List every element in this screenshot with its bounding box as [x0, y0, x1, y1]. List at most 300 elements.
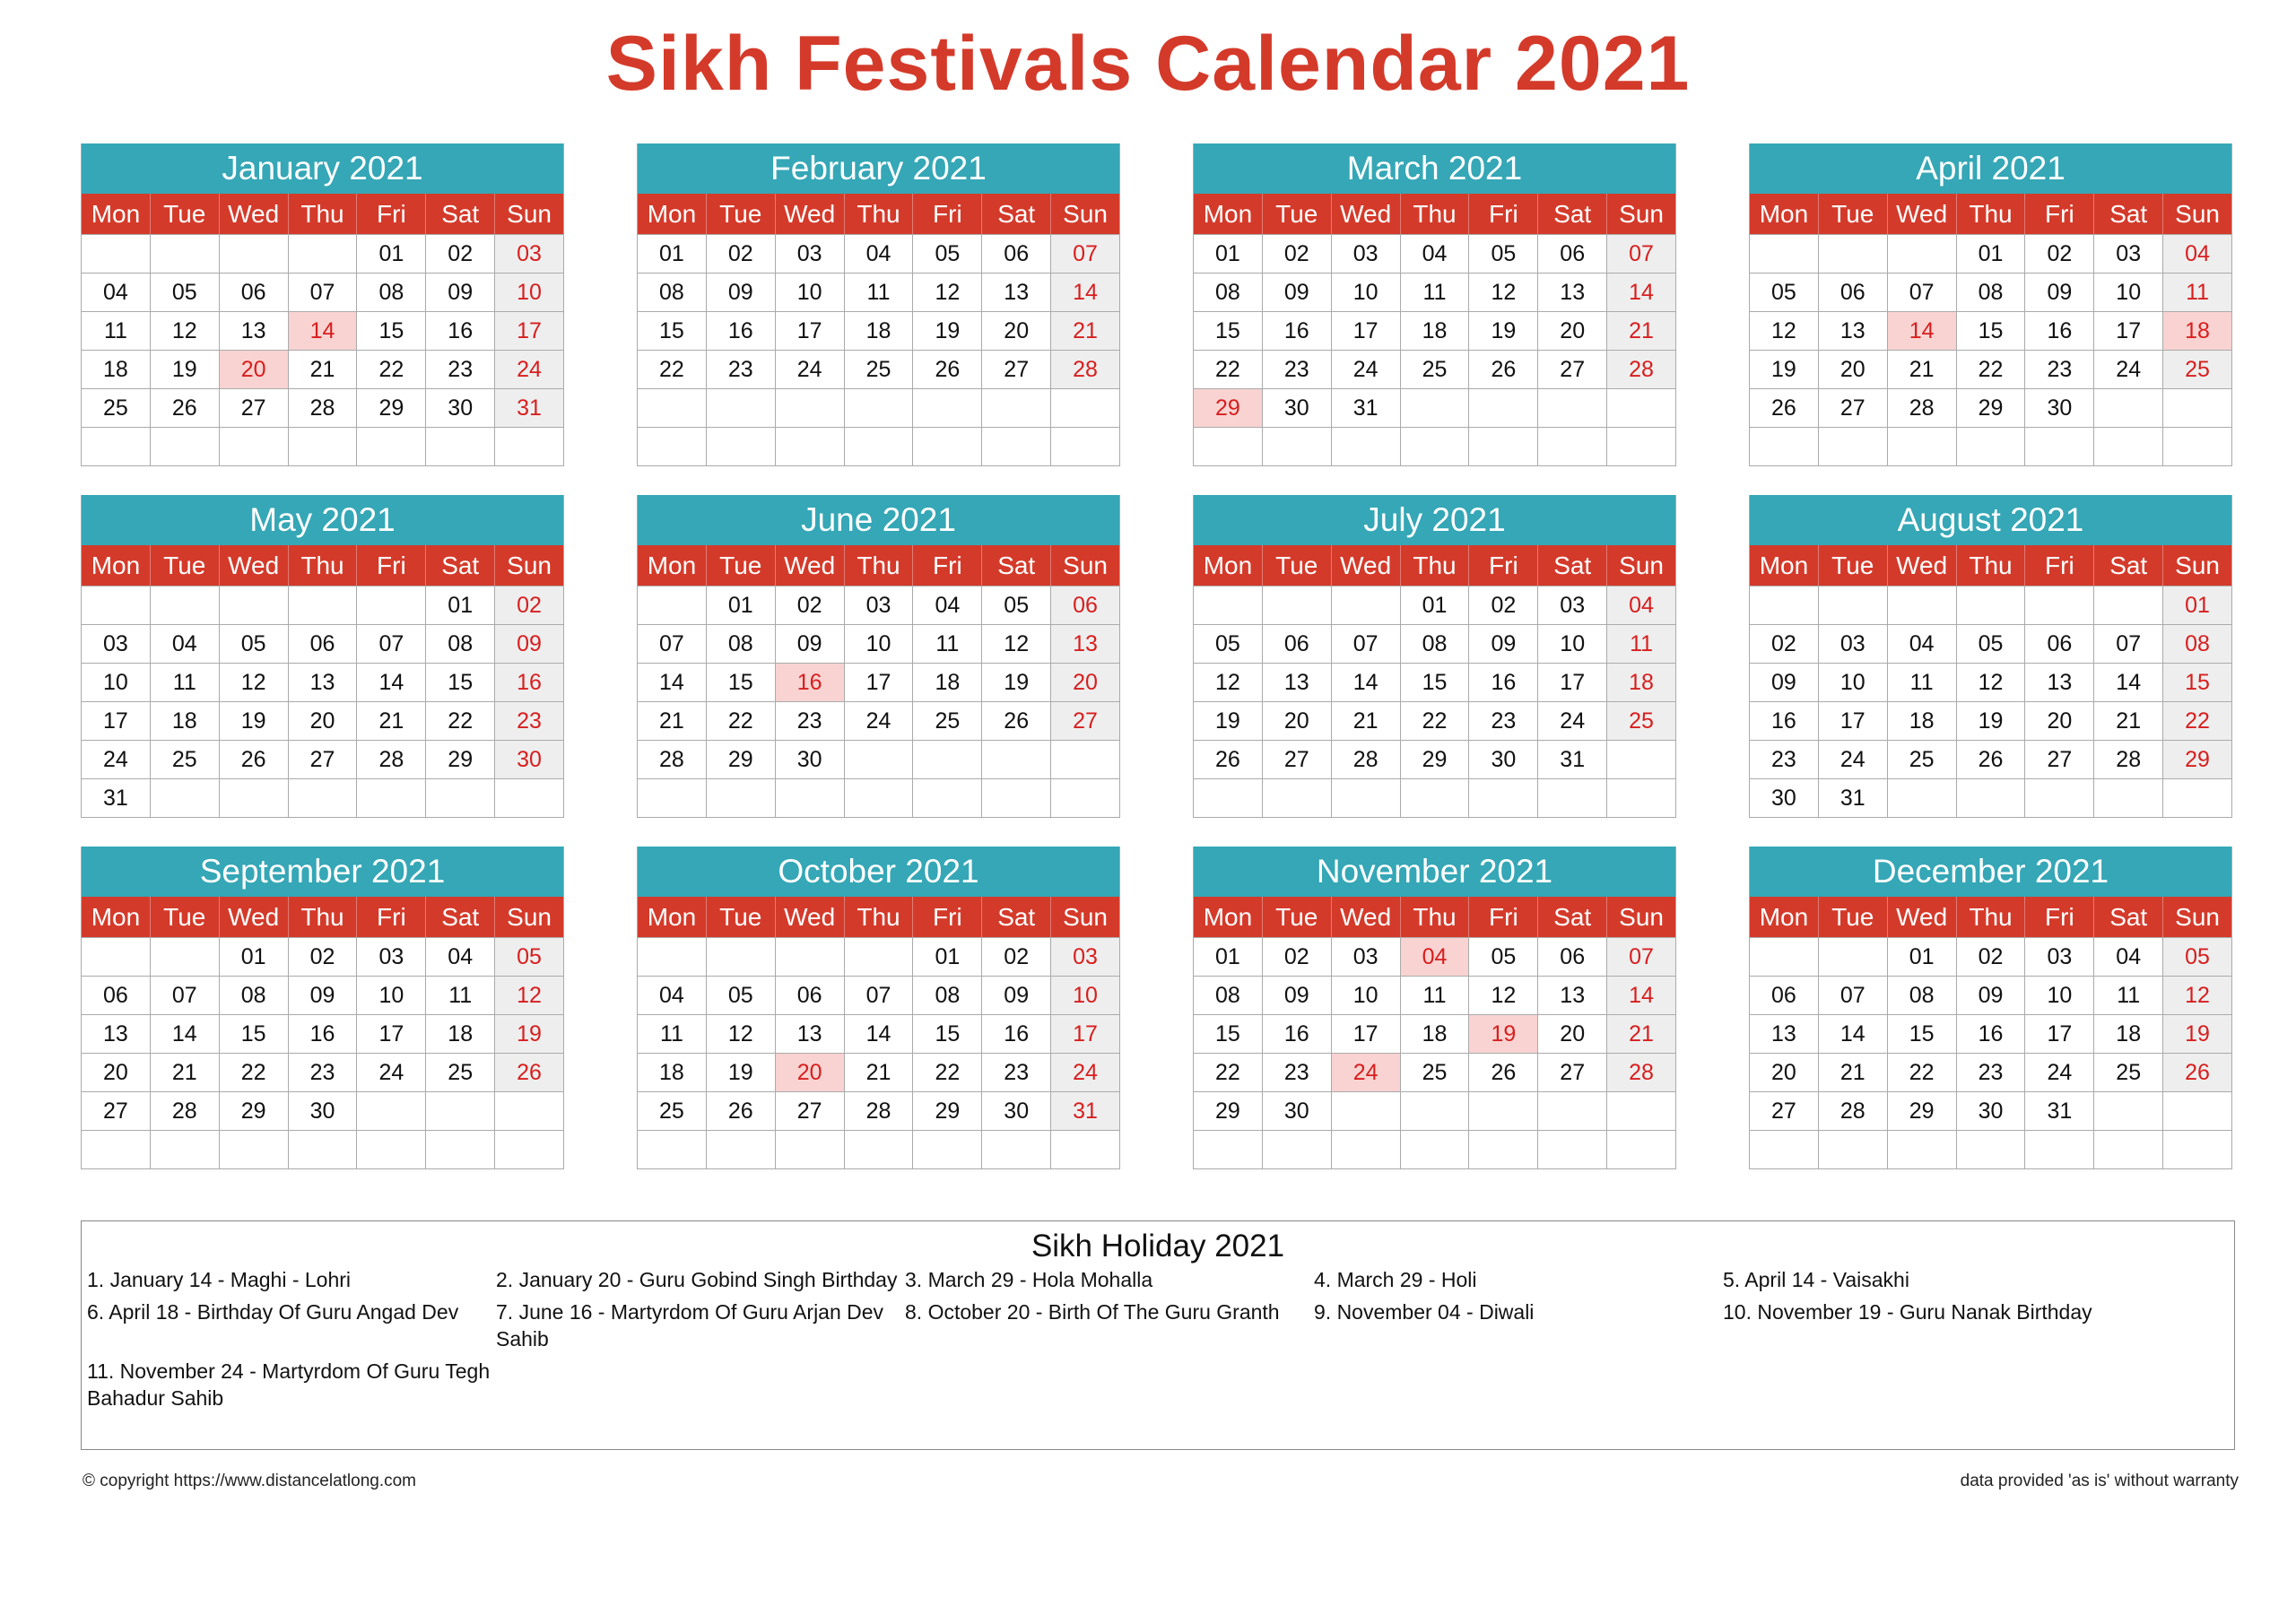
- day-cell: 22: [1956, 350, 2025, 388]
- day-cell: 10: [1331, 976, 1400, 1014]
- empty-day-cell: [1193, 778, 1262, 817]
- day-cell: 30: [1749, 778, 1818, 817]
- day-cell: 05: [2162, 937, 2231, 976]
- month-calendar: [1193, 143, 1676, 466]
- month-title: January 2021: [81, 143, 563, 194]
- day-cell: 08: [2162, 624, 2231, 663]
- day-cell: 10: [844, 624, 913, 663]
- weekday-header: Fri: [2024, 194, 2093, 234]
- weekday-header: Sun: [1050, 897, 1119, 937]
- empty-day-cell: [2024, 427, 2093, 465]
- day-cell: 18: [425, 1014, 494, 1053]
- day-cell: 04: [2093, 937, 2162, 976]
- day-cell: 11: [2093, 976, 2162, 1014]
- day-cell: 04: [81, 273, 150, 311]
- empty-day-cell: [150, 234, 219, 273]
- day-cell: 04: [2162, 234, 2231, 273]
- empty-day-cell: [1262, 427, 1331, 465]
- empty-day-cell: [2024, 778, 2093, 817]
- empty-day-cell: [150, 778, 219, 817]
- weekday-header: Wed: [1331, 545, 1400, 586]
- day-cell: 23: [1956, 1053, 2025, 1091]
- empty-day-cell: [219, 1130, 288, 1168]
- empty-day-cell: [637, 427, 706, 465]
- day-cell: 03: [1050, 937, 1119, 976]
- weekday-header: Tue: [1818, 897, 1887, 937]
- empty-day-cell: [637, 586, 706, 624]
- day-cell: 04: [912, 586, 981, 624]
- holiday-item: 9. November 04 - Diwali: [1314, 1300, 1535, 1324]
- day-cell: 12: [494, 976, 563, 1014]
- day-cell: 18: [912, 663, 981, 701]
- day-cell: 28: [1606, 1053, 1675, 1091]
- day-cell: 22: [425, 701, 494, 740]
- day-cell: 09: [1956, 976, 2025, 1014]
- weekday-header: Sun: [2162, 897, 2231, 937]
- weekday-header: Wed: [1887, 545, 1956, 586]
- day-cell: 30: [981, 1091, 1050, 1130]
- day-cell: 03: [494, 234, 563, 273]
- empty-day-cell: [288, 586, 357, 624]
- empty-day-cell: [1400, 1091, 1469, 1130]
- empty-day-cell: [981, 740, 1050, 778]
- weekday-header: Tue: [1818, 545, 1887, 586]
- day-cell: 17: [844, 663, 913, 701]
- day-cell: 24: [2093, 350, 2162, 388]
- empty-day-cell: [1050, 427, 1119, 465]
- day-cell: 20: [981, 311, 1050, 350]
- day-cell: 20: [219, 350, 288, 388]
- empty-day-cell: [2093, 388, 2162, 427]
- month-title: March 2021: [1193, 143, 1675, 194]
- day-cell: 02: [425, 234, 494, 273]
- empty-day-cell: [219, 586, 288, 624]
- month-calendar: [1193, 495, 1676, 818]
- weekday-header: Fri: [2024, 897, 2093, 937]
- day-cell: 24: [844, 701, 913, 740]
- weekday-header: Fri: [356, 897, 425, 937]
- month-calendar: [1193, 847, 1676, 1169]
- weekday-header: Thu: [844, 897, 913, 937]
- day-cell: 31: [494, 388, 563, 427]
- day-cell: 18: [2162, 311, 2231, 350]
- day-cell: 03: [1818, 624, 1887, 663]
- weekday-header: Wed: [775, 194, 844, 234]
- empty-day-cell: [1262, 586, 1331, 624]
- empty-day-cell: [1956, 778, 2025, 817]
- day-cell: 07: [1331, 624, 1400, 663]
- day-cell: 16: [1749, 701, 1818, 740]
- day-cell: 28: [288, 388, 357, 427]
- empty-day-cell: [494, 778, 563, 817]
- day-cell: 16: [981, 1014, 1050, 1053]
- day-cell: 16: [706, 311, 775, 350]
- day-cell: 16: [288, 1014, 357, 1053]
- weekday-header: Fri: [1468, 545, 1537, 586]
- empty-day-cell: [637, 1130, 706, 1168]
- day-cell: 06: [219, 273, 288, 311]
- day-cell: 07: [150, 976, 219, 1014]
- empty-day-cell: [494, 427, 563, 465]
- weekday-header: Sat: [981, 545, 1050, 586]
- holiday-item: 1. January 14 - Maghi - Lohri: [87, 1268, 352, 1291]
- empty-day-cell: [1400, 388, 1469, 427]
- day-cell: 24: [1050, 1053, 1119, 1091]
- weekday-header: Thu: [1400, 194, 1469, 234]
- empty-day-cell: [912, 778, 981, 817]
- day-cell: 02: [706, 234, 775, 273]
- day-cell: 09: [494, 624, 563, 663]
- day-cell: 25: [81, 388, 150, 427]
- weekday-header: Mon: [1749, 897, 1818, 937]
- empty-day-cell: [2093, 427, 2162, 465]
- day-cell: 16: [494, 663, 563, 701]
- empty-day-cell: [81, 1130, 150, 1168]
- day-cell: 06: [1050, 586, 1119, 624]
- day-cell: 19: [494, 1014, 563, 1053]
- day-cell: 19: [981, 663, 1050, 701]
- empty-day-cell: [1468, 427, 1537, 465]
- day-cell: 08: [425, 624, 494, 663]
- day-cell: 29: [1400, 740, 1469, 778]
- day-cell: 26: [1749, 388, 1818, 427]
- day-cell: 25: [912, 701, 981, 740]
- day-cell: 05: [981, 586, 1050, 624]
- empty-day-cell: [844, 778, 913, 817]
- day-cell: 02: [1956, 937, 2025, 976]
- empty-day-cell: [2162, 427, 2231, 465]
- empty-day-cell: [1749, 427, 1818, 465]
- day-cell: 21: [637, 701, 706, 740]
- day-cell: 18: [844, 311, 913, 350]
- day-cell: 23: [1262, 1053, 1331, 1091]
- empty-day-cell: [1331, 778, 1400, 817]
- day-cell: 12: [912, 273, 981, 311]
- day-cell: 25: [425, 1053, 494, 1091]
- day-cell: 26: [981, 701, 1050, 740]
- day-cell: 23: [494, 701, 563, 740]
- day-cell: 27: [1818, 388, 1887, 427]
- day-cell: 29: [912, 1091, 981, 1130]
- day-cell: 20: [1818, 350, 1887, 388]
- day-cell: 30: [775, 740, 844, 778]
- day-cell: 01: [1193, 234, 1262, 273]
- weekday-header: Wed: [1887, 897, 1956, 937]
- empty-day-cell: [1887, 234, 1956, 273]
- day-cell: 10: [1331, 273, 1400, 311]
- page-title: Sikh Festivals Calendar 2021: [605, 21, 1691, 107]
- day-cell: 08: [637, 273, 706, 311]
- empty-day-cell: [912, 1130, 981, 1168]
- empty-day-cell: [1606, 740, 1675, 778]
- day-cell: 05: [1956, 624, 2025, 663]
- empty-day-cell: [81, 234, 150, 273]
- empty-day-cell: [288, 1130, 357, 1168]
- empty-day-cell: [494, 1130, 563, 1168]
- day-cell: 22: [1400, 701, 1469, 740]
- empty-day-cell: [81, 427, 150, 465]
- day-cell: 12: [2162, 976, 2231, 1014]
- day-cell: 30: [1262, 388, 1331, 427]
- weekday-header: Sun: [1050, 545, 1119, 586]
- empty-day-cell: [844, 937, 913, 976]
- day-cell: 15: [356, 311, 425, 350]
- day-cell: 08: [912, 976, 981, 1014]
- day-cell: 21: [150, 1053, 219, 1091]
- day-cell: 18: [1400, 1014, 1469, 1053]
- weekday-header: Sat: [1537, 194, 1606, 234]
- weekday-header: Tue: [150, 194, 219, 234]
- empty-day-cell: [844, 1130, 913, 1168]
- day-cell: 05: [150, 273, 219, 311]
- day-cell: 02: [2024, 234, 2093, 273]
- day-cell: 04: [844, 234, 913, 273]
- empty-day-cell: [1193, 586, 1262, 624]
- day-cell: 18: [1606, 663, 1675, 701]
- weekday-header: Tue: [1262, 897, 1331, 937]
- day-cell: 14: [1818, 1014, 1887, 1053]
- empty-day-cell: [1193, 1130, 1262, 1168]
- day-cell: 24: [1818, 740, 1887, 778]
- day-cell: 21: [356, 701, 425, 740]
- day-cell: 15: [1887, 1014, 1956, 1053]
- day-cell: 05: [1193, 624, 1262, 663]
- weekday-header: Sat: [1537, 897, 1606, 937]
- day-cell: 08: [1193, 273, 1262, 311]
- day-cell: 11: [2162, 273, 2231, 311]
- day-cell: 30: [1956, 1091, 2025, 1130]
- weekday-header: Sun: [2162, 194, 2231, 234]
- day-cell: 11: [81, 311, 150, 350]
- day-cell: 28: [150, 1091, 219, 1130]
- month-title: May 2021: [81, 495, 563, 545]
- weekday-header: Wed: [219, 897, 288, 937]
- day-cell: 29: [1193, 1091, 1262, 1130]
- day-cell: 13: [1818, 311, 1887, 350]
- empty-day-cell: [1400, 778, 1469, 817]
- day-cell: 21: [1887, 350, 1956, 388]
- day-cell: 15: [912, 1014, 981, 1053]
- weekday-header: Thu: [844, 194, 913, 234]
- day-cell: 21: [1050, 311, 1119, 350]
- weekday-header: Mon: [81, 545, 150, 586]
- weekday-header: Thu: [288, 194, 357, 234]
- day-cell: 07: [1606, 234, 1675, 273]
- weekday-header: Sat: [981, 194, 1050, 234]
- empty-day-cell: [288, 778, 357, 817]
- day-cell: 30: [494, 740, 563, 778]
- day-cell: 17: [1331, 1014, 1400, 1053]
- empty-day-cell: [1050, 778, 1119, 817]
- month-title: August 2021: [1749, 495, 2231, 545]
- day-cell: 12: [706, 1014, 775, 1053]
- day-cell: 04: [1606, 586, 1675, 624]
- holiday-item: 2. January 20 - Guru Gobind Singh Birthday: [496, 1268, 898, 1291]
- day-cell: 23: [775, 701, 844, 740]
- empty-day-cell: [1537, 1130, 1606, 1168]
- day-cell: 17: [1331, 311, 1400, 350]
- day-cell: 17: [1818, 701, 1887, 740]
- empty-day-cell: [356, 586, 425, 624]
- weekday-header: Sat: [425, 545, 494, 586]
- day-cell: 22: [356, 350, 425, 388]
- empty-day-cell: [1956, 586, 2025, 624]
- day-cell: 31: [1818, 778, 1887, 817]
- day-cell: 20: [288, 701, 357, 740]
- empty-day-cell: [844, 388, 913, 427]
- empty-day-cell: [1468, 1130, 1537, 1168]
- empty-day-cell: [1050, 1130, 1119, 1168]
- empty-day-cell: [775, 778, 844, 817]
- day-cell: 28: [637, 740, 706, 778]
- day-cell: 10: [494, 273, 563, 311]
- day-cell: 29: [425, 740, 494, 778]
- empty-day-cell: [1537, 427, 1606, 465]
- month-title: July 2021: [1193, 495, 1675, 545]
- day-cell: 23: [1468, 701, 1537, 740]
- day-cell: 27: [1537, 350, 1606, 388]
- weekday-header: Sat: [981, 897, 1050, 937]
- day-cell: 08: [706, 624, 775, 663]
- day-cell: 03: [775, 234, 844, 273]
- day-cell: 13: [1262, 663, 1331, 701]
- month-title: November 2021: [1193, 847, 1675, 897]
- holiday-list-title: Sikh Holiday 2021: [1031, 1229, 1285, 1264]
- empty-day-cell: [706, 388, 775, 427]
- empty-day-cell: [775, 427, 844, 465]
- day-cell: 06: [1262, 624, 1331, 663]
- day-cell: 14: [288, 311, 357, 350]
- day-cell: 26: [2162, 1053, 2231, 1091]
- day-cell: 23: [1262, 350, 1331, 388]
- weekday-header: Wed: [1331, 194, 1400, 234]
- weekday-header: Sun: [494, 545, 563, 586]
- day-cell: 25: [2162, 350, 2231, 388]
- day-cell: 30: [288, 1091, 357, 1130]
- day-cell: 29: [2162, 740, 2231, 778]
- empty-day-cell: [150, 586, 219, 624]
- day-cell: 30: [1468, 740, 1537, 778]
- holiday-item: 5. April 14 - Vaisakhi: [1723, 1268, 1909, 1291]
- weekday-header: Fri: [356, 194, 425, 234]
- day-cell: 08: [219, 976, 288, 1014]
- day-cell: 22: [912, 1053, 981, 1091]
- day-cell: 02: [288, 937, 357, 976]
- day-cell: 16: [1262, 1014, 1331, 1053]
- day-cell: 19: [219, 701, 288, 740]
- day-cell: 27: [1262, 740, 1331, 778]
- day-cell: 19: [1956, 701, 2025, 740]
- weekday-header: Sun: [1606, 545, 1675, 586]
- day-cell: 18: [2093, 1014, 2162, 1053]
- day-cell: 23: [981, 1053, 1050, 1091]
- day-cell: 27: [288, 740, 357, 778]
- month-title: June 2021: [637, 495, 1119, 545]
- empty-day-cell: [2093, 778, 2162, 817]
- day-cell: 15: [1400, 663, 1469, 701]
- day-cell: 04: [637, 976, 706, 1014]
- empty-day-cell: [1887, 427, 1956, 465]
- empty-day-cell: [1468, 388, 1537, 427]
- day-cell: 13: [219, 311, 288, 350]
- weekday-header: Sun: [2162, 545, 2231, 586]
- day-cell: 16: [425, 311, 494, 350]
- weekday-header: Fri: [1468, 194, 1537, 234]
- day-cell: 13: [1050, 624, 1119, 663]
- holiday-list: [82, 1266, 2234, 1411]
- day-cell: 02: [1468, 586, 1537, 624]
- day-cell: 28: [1887, 388, 1956, 427]
- day-cell: 24: [775, 350, 844, 388]
- empty-day-cell: [150, 1130, 219, 1168]
- day-cell: 24: [2024, 1053, 2093, 1091]
- empty-day-cell: [494, 1091, 563, 1130]
- day-cell: 15: [1193, 311, 1262, 350]
- empty-day-cell: [1818, 586, 1887, 624]
- empty-day-cell: [1749, 1130, 1818, 1168]
- weekday-header: Tue: [706, 194, 775, 234]
- day-cell: 24: [1331, 1053, 1400, 1091]
- day-cell: 21: [844, 1053, 913, 1091]
- empty-day-cell: [2093, 1130, 2162, 1168]
- weekday-header: Tue: [706, 897, 775, 937]
- day-cell: 22: [1193, 350, 1262, 388]
- day-cell: 24: [1537, 701, 1606, 740]
- day-cell: 03: [2093, 234, 2162, 273]
- empty-day-cell: [2093, 586, 2162, 624]
- holiday-item: 11. November 24 - Martyrdom Of Guru Tegh Bahadur Sahib: [87, 1359, 491, 1410]
- day-cell: 06: [1537, 937, 1606, 976]
- day-cell: 21: [1331, 701, 1400, 740]
- weekday-header: Mon: [81, 194, 150, 234]
- empty-day-cell: [1887, 778, 1956, 817]
- empty-day-cell: [637, 937, 706, 976]
- day-cell: 10: [81, 663, 150, 701]
- day-cell: 22: [1193, 1053, 1262, 1091]
- empty-day-cell: [1262, 1130, 1331, 1168]
- empty-day-cell: [981, 778, 1050, 817]
- day-cell: 17: [356, 1014, 425, 1053]
- empty-day-cell: [150, 427, 219, 465]
- empty-day-cell: [2162, 778, 2231, 817]
- month-title: April 2021: [1749, 143, 2231, 194]
- weekday-header: Thu: [288, 545, 357, 586]
- day-cell: 20: [1749, 1053, 1818, 1091]
- day-cell: 01: [356, 234, 425, 273]
- day-cell: 17: [1050, 1014, 1119, 1053]
- empty-day-cell: [1606, 778, 1675, 817]
- empty-day-cell: [425, 427, 494, 465]
- weekday-header: Thu: [1956, 545, 2025, 586]
- day-cell: 14: [844, 1014, 913, 1053]
- day-cell: 07: [1606, 937, 1675, 976]
- day-cell: 13: [981, 273, 1050, 311]
- day-cell: 06: [775, 976, 844, 1014]
- day-cell: 27: [219, 388, 288, 427]
- day-cell: 06: [81, 976, 150, 1014]
- day-cell: 13: [1749, 1014, 1818, 1053]
- day-cell: 24: [356, 1053, 425, 1091]
- empty-day-cell: [1468, 1091, 1537, 1130]
- day-cell: 29: [219, 1091, 288, 1130]
- day-cell: 12: [1193, 663, 1262, 701]
- empty-day-cell: [912, 740, 981, 778]
- empty-day-cell: [1818, 1130, 1887, 1168]
- empty-day-cell: [150, 937, 219, 976]
- day-cell: 23: [706, 350, 775, 388]
- month-calendar: [1749, 847, 2232, 1169]
- empty-day-cell: [1193, 427, 1262, 465]
